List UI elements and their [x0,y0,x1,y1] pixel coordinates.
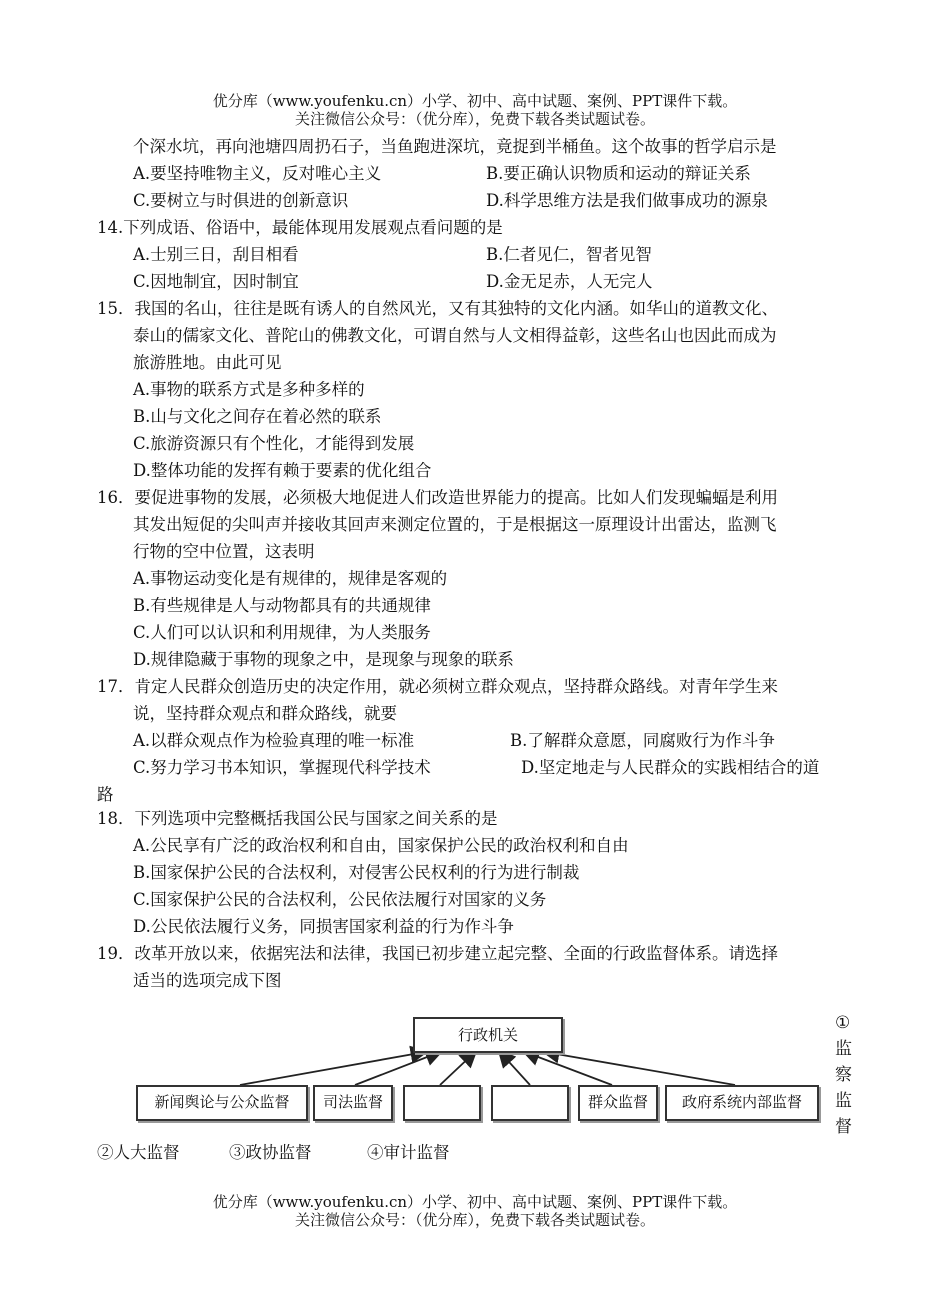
q14-option-a: A.士别三日，刮目相看 [133,245,299,264]
option-1-char-2: 监 [835,1039,852,1059]
q17-option-d: D.坚定地走与人民群众的实践相结合的道 [521,758,820,777]
q19-stem-line-1: 19．改革开放以来，依据宪法和法律，我国已初步建立起完整、全面的行政监督体系。请选择 [97,944,778,963]
q15-stem-line-1: 15．我国的名山，往往是既有诱人的自然风光，又有其独特的文化内涵。如华山的道教文化、 [97,299,778,318]
q13-option-b: B.要正确认识物质和运动的辩证关系 [486,164,751,183]
q14-stem: 14.下列成语、俗语中，最能体现用发展观点看问题的是 [97,218,503,237]
footer-line-2: 关注微信公众号：（优分库），免费下载各类试题试卷。 [294,1211,655,1229]
q13-option-a: A.要坚持唯物主义，反对唯心主义 [133,164,382,183]
q15-option-d: D.整体功能的发挥有赖于要素的优化组合 [133,461,432,480]
q14-option-b: B.仁者见仁，智者见智 [486,245,652,264]
q13-stem-continuation: 个深水坑，再向池塘四周扔石子，当鱼跑进深坑，竟捉到半桶鱼。这个故事的哲学启示是 [133,137,777,156]
q13-option-d: D.科学思维方法是我们做事成功的源泉 [486,191,768,210]
q18-option-d: D.公民依法履行义务，同损害国家利益的行为作斗争 [133,917,514,936]
option-3: ③政协监督 [229,1143,312,1162]
q13-option-c: C.要树立与时俱进的创新意识 [133,191,349,210]
q16-option-b: B.有些规律是人与动物都具有的共通规律 [133,596,431,615]
q16-stem-line-2: 其发出短促的尖叫声并接收其回声来测定位置的，于是根据这一原理设计出雷达，监测飞 [133,515,777,534]
q17-stem-line-1: 17．肯定人民群众创造历史的决定作用，就必须树立群众观点，坚持群众路线。对青年学生来 [97,677,778,696]
q14-option-c: C.因地制宜，因时制宜 [133,272,299,291]
q18-option-a: A.公民享有广泛的政治权利和自由，国家保护公民的政治权利和自由 [133,836,629,855]
option-1-char-3: 察 [835,1065,852,1085]
option-1-char-1: ① [835,1013,851,1033]
option-4: ④审计监督 [367,1143,450,1162]
q19-stem-line-2: 适当的选项完成下图 [133,971,282,990]
diagram-box-judicial: 司法监督 [313,1085,393,1121]
arrow-3 [440,1052,475,1085]
q16-option-a: A.事物运动变化是有规律的，规律是客观的 [133,569,448,588]
q17-stem-line-2: 说，坚持群众观点和群众路线，就要 [133,704,397,723]
diagram-top-box: 行政机关 [413,1017,563,1053]
q16-stem-line-3: 行物的空中位置，这表明 [133,542,315,561]
option-1-char-4: 监 [835,1091,852,1111]
q15-option-c: C.旅游资源只有个性化，才能得到发展 [133,434,415,453]
q14-option-d: D.金无足赤，人无完人 [486,272,653,291]
header-line-2: 关注微信公众号：（优分库），免费下载各类试题试卷。 [294,110,655,128]
diagram-box-mass: 群众监督 [578,1085,658,1121]
q17-option-d-continuation: 路 [97,785,114,804]
arrow-4 [500,1052,530,1085]
option-1-char-5: 督 [835,1117,852,1137]
q16-option-d: D.规律隐藏于事物的现象之中，是现象与现象的联系 [133,650,514,669]
q18-option-c: C.国家保护公民的合法权利，公民依法履行对国家的义务 [133,890,547,909]
diagram-box-government-internal: 政府系统内部监督 [665,1085,819,1121]
footer-line-1: 优分库（www.youfenku.cn）小学、初中、高中试题、案例、PPT课件下载。 [212,1193,738,1211]
q15-option-a: A.事物的联系方式是多种多样的 [133,380,365,399]
diagram-box-blank-2 [491,1085,569,1121]
q18-stem: 18．下列选项中完整概括我国公民与国家之间关系的是 [97,809,498,828]
diagram-box-news-public: 新闻舆论与公众监督 [136,1085,308,1121]
diagram-box-blank-1 [403,1085,481,1121]
q15-option-b: B.山与文化之间存在着必然的联系 [133,407,382,426]
header-line-1: 优分库（www.youfenku.cn）小学、初中、高中试题、案例、PPT课件下载。 [212,92,738,110]
q16-stem-line-1: 16．要促进事物的发展，必须极大地促进人们改造世界能力的提高。比如人们发现蝙蝠是利用 [97,488,778,507]
q17-option-a: A.以群众观点作为检验真理的唯一标准 [133,731,415,750]
arrow-6 [545,1052,735,1085]
q15-stem-line-3: 旅游胜地。由此可见 [133,353,282,372]
q17-option-b: B.了解群众意愿，同腐败行为作斗争 [510,731,775,750]
q16-option-c: C.人们可以认识和利用规律，为人类服务 [133,623,431,642]
q17-option-c: C.努力学习书本知识，掌握现代科学技术 [133,758,431,777]
option-2: ②人大监督 [97,1143,180,1162]
q18-option-b: B.国家保护公民的合法权利，对侵害公民权利的行为进行制裁 [133,863,580,882]
q15-stem-line-2: 泰山的儒家文化、普陀山的佛教文化，可谓自然与人文相得益彰，这些名山也因此而成为 [133,326,777,345]
